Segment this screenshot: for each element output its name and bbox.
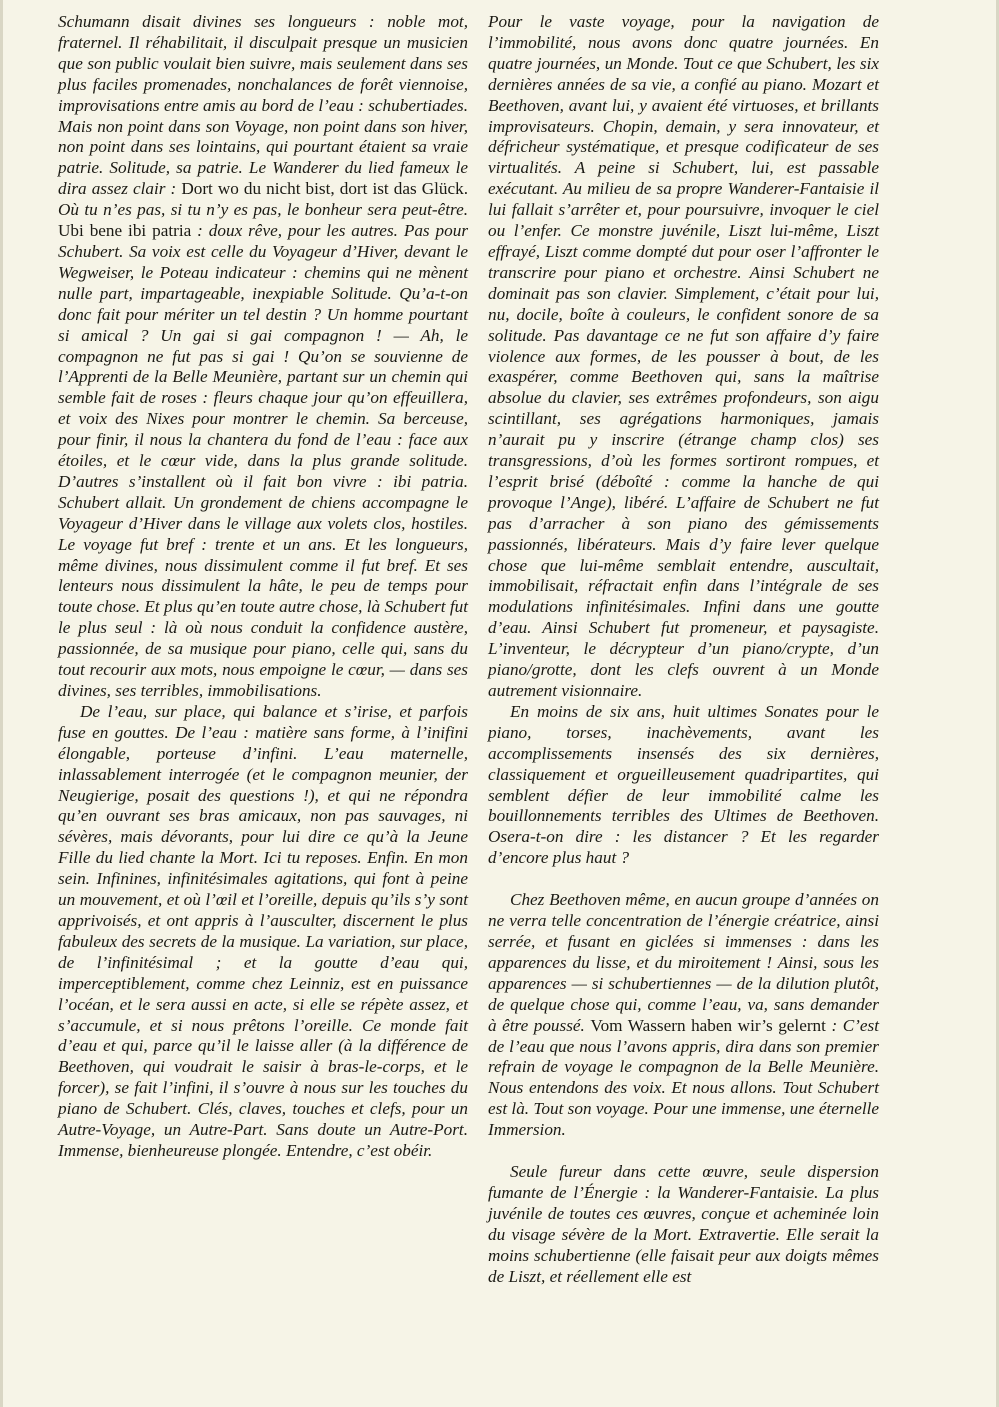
left-paragraph-1 xyxy=(58,12,468,702)
text-run: De l’eau, sur place, qui balance et s’irise, et parfois fuse en gouttes. De l’eau : matière sans forme, à l’inifini élongable, porteuse d’infini. L’eau maternelle, inlassablement interrogée (et le compagnon meunier, der Neugierige, posait des questions !), et qui ne répondra qu’en ouvrant ses bras amicaux, non pas sauvages, ni sévères, mais dévorants, pour lui dire ce qu’à la Jeune Fille du lied chante la Mort. Ici tu reposes. Enfin. En mon sein. Infinines, infinitésimales agitations, qui font à peine un mouvement, et où l’œil et l’oreille, depuis qu’ils s’y sont apprivoisés, et ont appris à l’ausculter, discernent le plus fabuleux des secrets de la musique. La variation, sur place, de l’infinitésimal ; et la goutte d’eau qui, imperceptiblement, comme chez Leinniz, est en puissance l’océan, et le sera aussi en acte, si elle se répète assez, et s’accumule, et si nous prêtons l’oreille. Ce monde fait d’eau et qui, parce qu’il le laisse aller (à la différence de Beethoven, qui voudrait le saisir à bras-le-corps, et le forcer), se fait l’infini, il s’ouvre à nous sur les touches du piano de Schubert. Clés, claves, touches et clefs, pour un Autre-Voyage, un Autre-Part. Sans doute un Autre-Port. Immense, bienheureuse plongée. Entendre, c’est obéir. xyxy=(58,701,468,1160)
text-run: En moins de six ans, huit ultimes Sonates pour le piano, torses, inachèvements, avant les accomplissements insensés des six dernières, classiquement et orgueilleusement quadripartites, qui semblent défier de leur immobilité calme les bouillonnements terribles des Ultimes de Beethoven. Osera-t-on dire : les distancer ? Et les regarder d’encore plus haut ? xyxy=(488,701,879,868)
left-paragraph-2 xyxy=(58,702,468,1162)
text-run: Pour le vaste voyage, pour la navigation de l’immobilité, nous avons donc quatre journées. En quatre journées, un Monde. Tout ce que Schubert, les six dernières années de sa vie, a confié au piano. Mozart et Beethoven, avant lui, y avaient été virtuoses, et brillants improvisateurs. Chopin, demain, y sera innovateur, et défricheur systématique, et presque codificateur de ses virtualités. A peine si Schubert, lui, est passable exécutant. Au milieu de sa propre Wanderer-Fantaisie il lui fallait s’arrêter et, pour poursuivre, invoquer le ciel ou l’enfer. Ce monstre juvénile, Liszt lui-même, Liszt effrayé, Liszt comme dompté dut pour oser l’affronter le transcrire pour piano et orchestre. Ainsi Schubert ne dominait pas son clavier. Simplement, c’était pour lui, nu, docile, boîte à couleurs, le confident sonore de sa solitude. Pas davantage ce ne fut son affaire d’y faire violence aux formes, de les pousser à bout, de les exaspérer, comme Beethoven qui, sans la maîtrise absolue du clavier, ses extrêmes profondeurs, son aigu scintillant, ses agrégations harmoniques, jamais n’aurait pu y inscrire (étrange champ clos) ses transgressions, d’où les formes sortiront rompues, et l’esprit brisé (déboîté : comme la hanche de qui provoque l’Ange), libéré. L’affaire de Schubert ne fut pas d’arracher à son piano des gémissements passionnés, libérateurs. Mais d’y faire lever quelque chose que lui-même semblait entendre, auscultait, immobilisait, réfractait enfin dans l’intégrale de ses modulations infinitésimales. Infini dans une goutte d’eau. Ainsi Schubert fut promeneur, et paysagiste. L’inventeur, le décrypteur d’un piano/crypte, d’un piano/grotte, dont les clefs ouvrent à un Monde autrement visionnaire. xyxy=(488,12,879,700)
text-run: : doux rêve, pour les autres. Pas pour Schubert. Sa voix est celle du Voyageur d’Hiver, devant le Wegweiser, le Poteau indicateur : chemins qui ne mènent nulle part, impartageable, inexpiable Solitude. Qu’a-t-on donc fait pour mériter un tel destin ? Un homme pourtant si amical ? Un gai si gai compagnon ! — Ah, le compagnon ne fut pas si gai ! Qu’on se souvienne de l’Apprenti de la Belle Meunière, partant sur un chemin qui semble fait de roses : fleurs chaque jour qu’on effeuillera, et voix des Nixes pour montrer le chemin. Sa berceuse, pour finir, il nous la chantera du fond de l’eau : face aux étoiles, et le cœur vide, dans la plus grande solitude. D’autres s’installent où il fait bon vivre : ibi patria. Schubert allait. Un grondement de chiens accompagne le Voyageur d’Hiver dans le village aux volets clos, hostiles. Le voyage fut bref : trente et un ans. Et les longueurs, même divines, nous dissimulent comme il fut bref. Et ses lenteurs nous dissimulent la hâte, le peu de temps pour toute chose. Et plus qu’en toute autre chose, là Schubert fut le plus seul : là où nous conduit la confidence austère, passionnée, de sa musique pour piano, celle qui, sans du tout recourir aux mots, nous empoigne le cœur, — dans ses divines, ses terribles, immobilisations. xyxy=(58,221,469,700)
quoted-text-run: Dort wo du nicht bist, dort ist das Glück. xyxy=(181,179,468,199)
quoted-text-run: Vom Wassern haben wir’s gelernt xyxy=(590,1015,826,1035)
right-paragraph-3 xyxy=(488,890,879,1141)
text-run: Où tu n’es pas, si tu n’y es pas, le bonheur sera peut-être. xyxy=(58,200,468,220)
right-paragraph-1 xyxy=(488,12,879,702)
right-paragraph-2 xyxy=(488,702,879,869)
text-run: Schumann disait divines ses longueurs : noble mot, fraternel. Il réhabilitait, il disculpait presque un musicien que son public voulait bien suivre, mais seulement dans ses plus faciles promenades, nonchalances de forêt viennoise, improvisations entre amis au bord de l’eau : schubertiades. Mais non point dans son Voyage, non point dans son hiver, non point dans ses lointains, qui pourtant étaient sa vraie patrie. Solitude, sa patrie. Le Wanderer du lied fameux le dira assez clair : xyxy=(58,12,468,199)
page-edge-left xyxy=(0,0,3,1407)
right-paragraph-4 xyxy=(488,1162,879,1287)
left-text-column xyxy=(58,12,468,1162)
right-text-column xyxy=(488,12,879,1287)
text-run: Chez Beethoven même, en aucun groupe d’années on ne verra telle concentration de l’énergie créatrice, ainsi serrée, et fusant en giclées si immenses : dans les apparences du lisse, et du miroitement ! Ainsi, sous les apparences — si schubertiennes — de la dilution plutôt, de quelque chose qui, comme l’eau, va, sans demander à être poussé. xyxy=(488,890,879,1035)
text-run: Seule fureur dans cette œuvre, seule dispersion fumante de l’Énergie : la Wanderer-Fantaisie. La plus juvénile de toutes ces œuvres, conçue et acheminée loin du visage sévère de la Mort. Extravertie. Elle serait la moins schubertienne (elle faisait peur aux doigts mêmes de Liszt, et réellement elle est xyxy=(488,1162,879,1286)
quoted-text-run: Ubi bene ibi patria xyxy=(58,221,192,241)
text-run: : C’est de l’eau que nous l’avons appris, dira dans son premier refrain de voyage le compagnon de la Belle Meunière. Nous entendons des voix. Et nous allons. Tout Schubert est là. Tout son voyage. Pour une immense, une éternelle Immersion. xyxy=(488,1015,879,1140)
